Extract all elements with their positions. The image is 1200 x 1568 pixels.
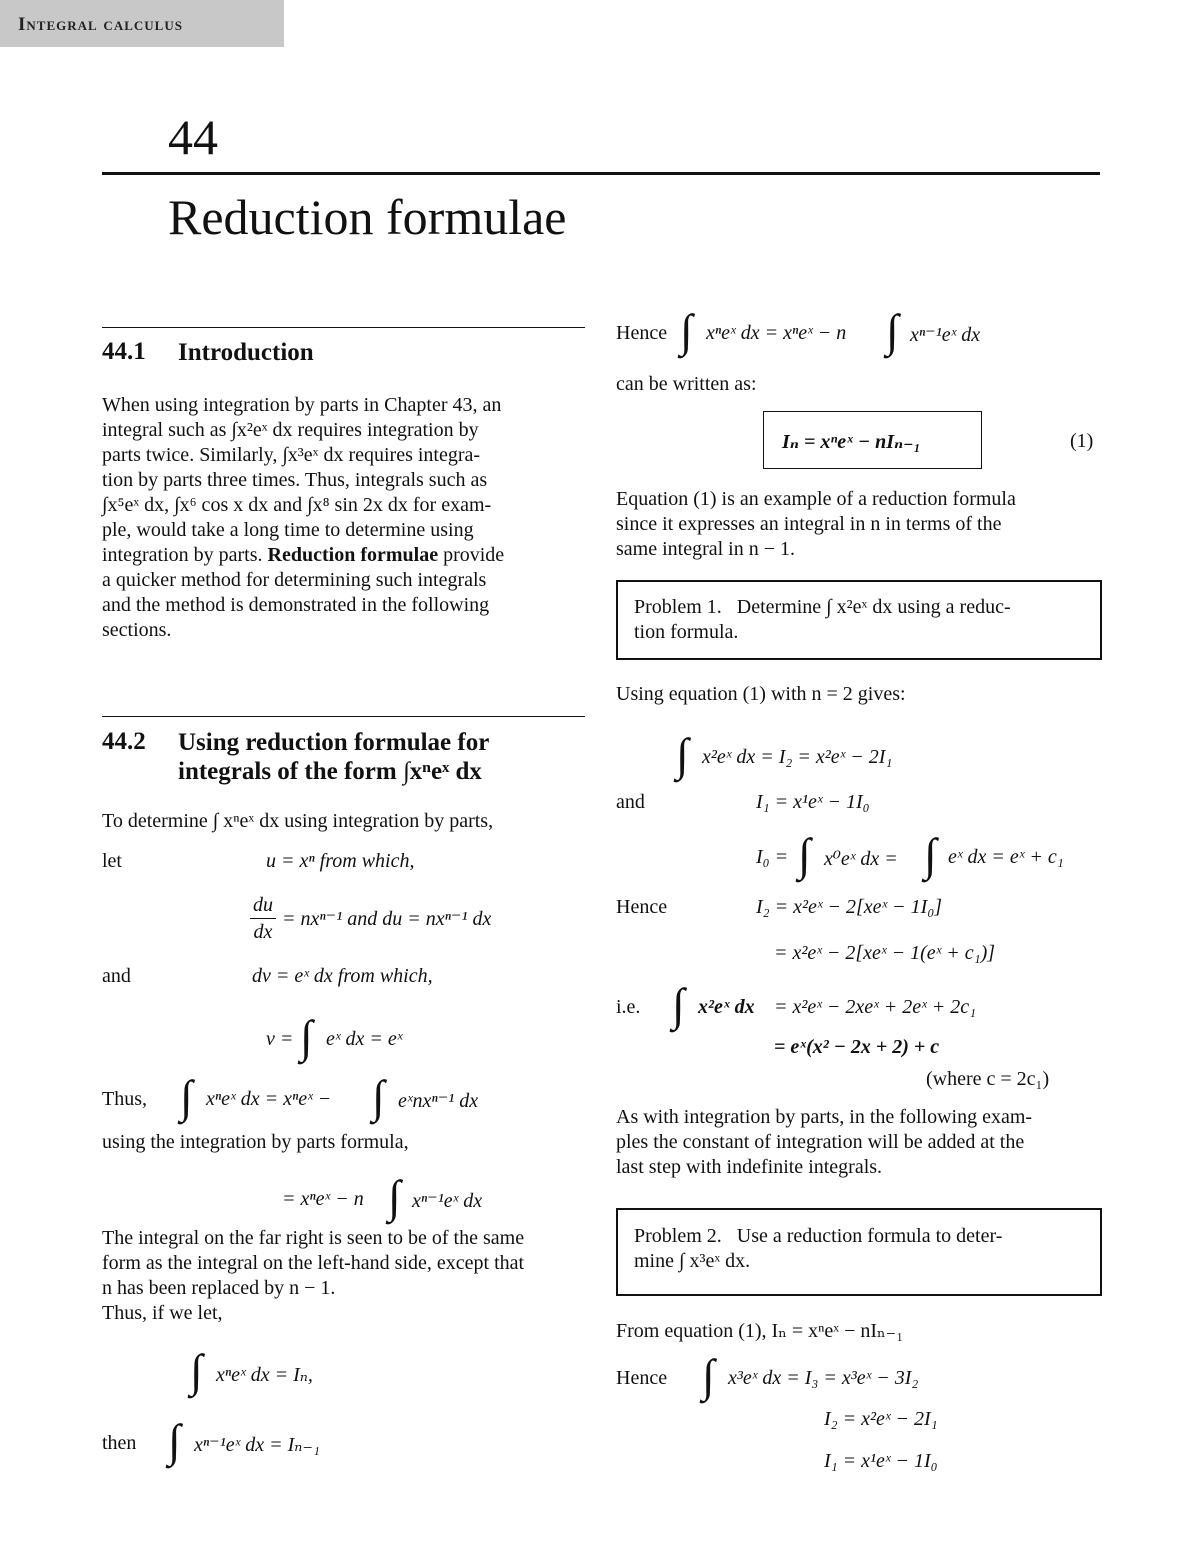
- section-title: Introduction: [178, 339, 314, 366]
- text-line: When using integration by parts in Chapter 43, an: [102, 394, 502, 416]
- equation: xⁿ⁻¹eˣ dx: [412, 1190, 483, 1212]
- equation: = eˣ(x² − 2x + 2) + c: [774, 1036, 940, 1058]
- section-rule: [102, 716, 585, 717]
- integral-sign: ∫: [168, 1415, 181, 1466]
- equation: xⁿ⁻¹eˣ dx: [910, 324, 981, 346]
- integral-sign: ∫: [300, 1011, 313, 1062]
- section-rule: [102, 327, 585, 328]
- eq-label: Hence: [616, 1367, 668, 1389]
- equation: v =: [266, 1028, 294, 1050]
- equation: I₂ = x²eˣ − 2[xeˣ − 1I₀]: [756, 896, 943, 918]
- text-line: sections.: [102, 619, 172, 641]
- chapter-number: 44: [168, 109, 218, 165]
- integral-sign: ∫: [798, 829, 811, 880]
- text-line: using the integration by parts formula,: [102, 1131, 409, 1153]
- integral-sign: ∫: [372, 1071, 385, 1122]
- text-line: ple, would take a long time to determine using: [102, 519, 474, 541]
- fraction: du dx: [250, 892, 276, 945]
- equation: eˣ dx = eˣ + c₁: [948, 846, 1064, 868]
- text-line: last step with indefinite integrals.: [616, 1156, 883, 1178]
- eq-label: let: [102, 850, 122, 872]
- text-line: a quicker method for determining such integrals: [102, 569, 487, 591]
- text-line: From equation (1), Iₙ = xⁿeˣ − nIₙ₋₁: [616, 1320, 904, 1342]
- equation: = x²eˣ − 2[xeˣ − 1(eˣ + c₁)]: [774, 942, 996, 964]
- text-line: form as the integral on the left-hand side, except that: [102, 1252, 525, 1274]
- equation-note: (where c = 2c₁): [926, 1068, 1050, 1090]
- equation: xⁿeˣ dx = xⁿeˣ −: [206, 1088, 332, 1110]
- equation: x⁰eˣ dx =: [824, 848, 898, 870]
- problem-label: Problem 1.: [634, 596, 722, 618]
- eq-label: Thus,: [102, 1088, 147, 1110]
- equation-number: (1): [1070, 430, 1094, 452]
- problem-text: Problem 2. Use a reduction formula to deter- mine ∫ x³eˣ dx.: [634, 1225, 1003, 1272]
- equation: I₀ =: [756, 846, 789, 868]
- integral-sign: ∫: [924, 829, 937, 880]
- chapter-title: Reduction formulae: [168, 189, 567, 245]
- text-line: To determine ∫ xⁿeˣ dx using integration by parts,: [102, 810, 494, 832]
- text-line: and the method is demonstrated in the following: [102, 594, 490, 616]
- equation: I₂ = x²eˣ − 2I₁: [824, 1408, 938, 1430]
- equation: x³eˣ dx = I₃ = x³eˣ − 3I₂: [728, 1367, 919, 1389]
- running-header: Integral calculus: [18, 14, 183, 35]
- integral-sign: ∫: [886, 305, 899, 356]
- text-line: Using equation (1) with n = 2 gives:: [616, 683, 906, 705]
- equation: I₁ = x¹eˣ − 1I₀: [756, 791, 870, 813]
- text-line: tion by parts three times. Thus, integrals such as: [102, 469, 488, 491]
- intro-paragraph: [102, 393, 585, 643]
- equation: = nxⁿ⁻¹ and du = nxⁿ⁻¹ dx: [282, 908, 492, 930]
- text-line: Equation (1) is an example of a reduction formula: [616, 488, 1016, 510]
- text-line: parts twice. Similarly, ∫x³eˣ dx requires integra-: [102, 444, 481, 466]
- boxed-formula: Iₙ = xⁿeˣ − nIₙ₋₁: [782, 431, 921, 453]
- text-line: n has been replaced by n − 1.: [102, 1277, 336, 1299]
- equation: = x²eˣ − 2xeˣ + 2eˣ + 2c₁: [774, 996, 977, 1018]
- eq-label: i.e.: [616, 996, 641, 1018]
- text-line: As with integration by parts, in the following exam-: [616, 1106, 1033, 1128]
- problem-label: Problem 2.: [634, 1225, 722, 1247]
- integral-sign: ∫: [388, 1171, 401, 1222]
- integral-sign: ∫: [676, 729, 689, 780]
- equation: u = xⁿ from which,: [266, 850, 415, 872]
- text-line: integration by parts. Reduction formulae provide: [102, 544, 505, 566]
- integral-sign: ∫: [180, 1071, 193, 1122]
- eq-label: and: [102, 965, 131, 987]
- equation: eˣ dx = eˣ: [326, 1028, 403, 1050]
- eq-label: Hence: [616, 896, 668, 918]
- text-line: Thus, if we let,: [102, 1302, 223, 1324]
- text-line: integral such as ∫x²eˣ dx requires integration by: [102, 419, 479, 441]
- text-line: same integral in n − 1.: [616, 538, 796, 560]
- eq-label: then: [102, 1432, 137, 1454]
- equation: dv = eˣ dx from which,: [252, 965, 433, 987]
- integral-sign: ∫: [680, 305, 693, 356]
- eq-label: Hence: [616, 322, 668, 344]
- problem-text: Problem 1. Determine ∫ x²eˣ dx using a reduc- tion formula.: [634, 596, 1011, 643]
- equation: xⁿ⁻¹eˣ dx = Iₙ₋₁: [194, 1434, 320, 1456]
- text-line: since it expresses an integral in n in terms of the: [616, 513, 1002, 535]
- body-paragraph: [616, 487, 1100, 562]
- body-paragraph: [102, 1226, 585, 1326]
- equation: eˣnxⁿ⁻¹ dx: [398, 1090, 479, 1112]
- text-line: ples the constant of integration will be added at the: [616, 1131, 1025, 1153]
- body-paragraph: [616, 1105, 1100, 1180]
- equation: xⁿeˣ dx = xⁿeˣ − n: [706, 322, 847, 344]
- text-line: can be written as:: [616, 373, 757, 395]
- integral-sign: ∫: [672, 979, 685, 1030]
- bold-term: Reduction formulae: [267, 544, 439, 566]
- equation: xⁿeˣ dx = Iₙ,: [216, 1364, 313, 1386]
- equation: x²eˣ dx = I₂ = x²eˣ − 2I₁: [702, 746, 893, 768]
- text-line: The integral on the far right is seen to be of the same: [102, 1227, 525, 1249]
- section-number: 44.2: [102, 728, 146, 755]
- eq-label: and: [616, 791, 645, 813]
- equation: x²eˣ dx: [698, 996, 755, 1018]
- text-line: ∫x⁵eˣ dx, ∫x⁶ cos x dx and ∫x⁸ sin 2x dx for exam-: [102, 494, 492, 516]
- equation: I₁ = x¹eˣ − 1I₀: [824, 1450, 938, 1472]
- equation: = xⁿeˣ − n: [282, 1188, 364, 1210]
- chapter-rule: [102, 172, 1100, 175]
- section-title: Using reduction formulae for integrals of the form ∫xⁿeˣ dx: [178, 729, 490, 785]
- section-number: 44.1: [102, 338, 146, 365]
- integral-sign: ∫: [190, 1345, 203, 1396]
- integral-sign: ∫: [702, 1350, 715, 1401]
